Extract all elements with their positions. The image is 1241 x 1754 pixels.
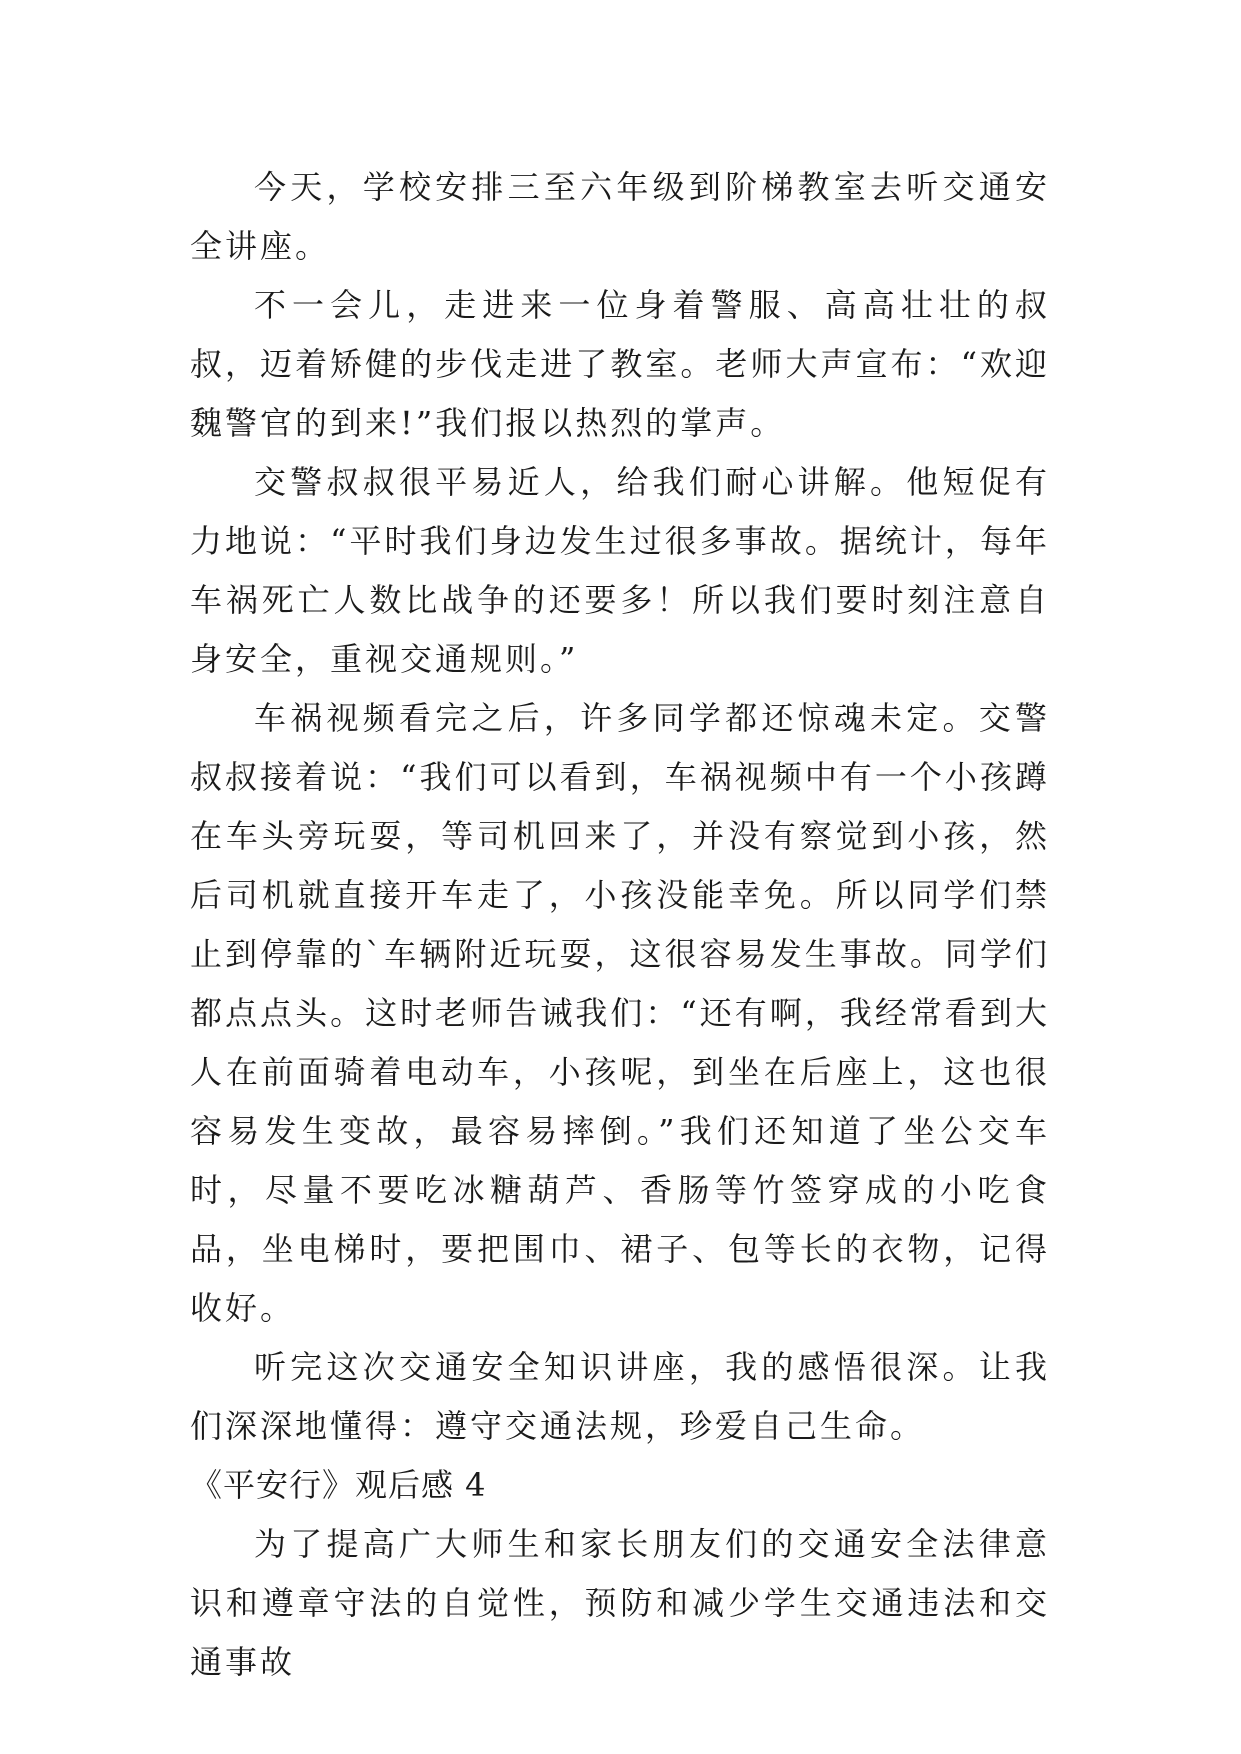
paragraph-4: 车祸视频看完之后，许多同学都还惊魂未定。交警叔叔接着说：“我们可以看到，车祸视频中有一个小孩蹲在车头旁玩耍，等司机回来了，并没有察觉到小孩，然后司机就直接开车走了，小孩没能幸免。所以同学们禁止到停靠的`车辆附近玩耍，这很容易发生事故。同学们都点点头。这时老师告诫我们：“还有啊，我经常看到大人在前面骑着电动车，小孩呢，到坐在后座上，这也很容易发生变故，最容易摔倒。”我们还知道了坐公交车时，尽量不要吃冰糖葫芦、香肠等竹签穿成的小吃食品，坐电梯时，要把围巾、裙子、包等长的衣物，记得收好。 bbox=[190, 699, 1050, 1327]
paragraph-3: 交警叔叔很平易近人，给我们耐心讲解。他短促有力地说：“平时我们身边发生过很多事故。据统计，每年车祸死亡人数比战争的还要多！所以我们要时刻注意自身安全，重视交通规则。” bbox=[190, 463, 1050, 678]
paragraph-1: 今天，学校安排三至六年级到阶梯教室去听交通安全讲座。 bbox=[190, 168, 1050, 265]
section-paragraph-1: 为了提高广大师生和家长朋友们的交通安全法律意识和遵章守法的自觉性，预防和减少学生交通违法和交通事故 bbox=[190, 1525, 1050, 1681]
paragraph-5: 听完这次交通安全知识讲座，我的感悟很深。让我们深深地懂得：遵守交通法规，珍爱自己生命。 bbox=[190, 1348, 1050, 1445]
paragraph-2: 不一会儿，走进来一位身着警服、高高壮壮的叔叔，迈着矫健的步伐走进了教室。老师大声宣布：“欢迎魏警官的到来!”我们报以热烈的掌声。 bbox=[190, 286, 1050, 442]
document-body bbox=[190, 158, 1050, 1692]
section-title: 《平安行》观后感 4 bbox=[190, 1466, 487, 1504]
